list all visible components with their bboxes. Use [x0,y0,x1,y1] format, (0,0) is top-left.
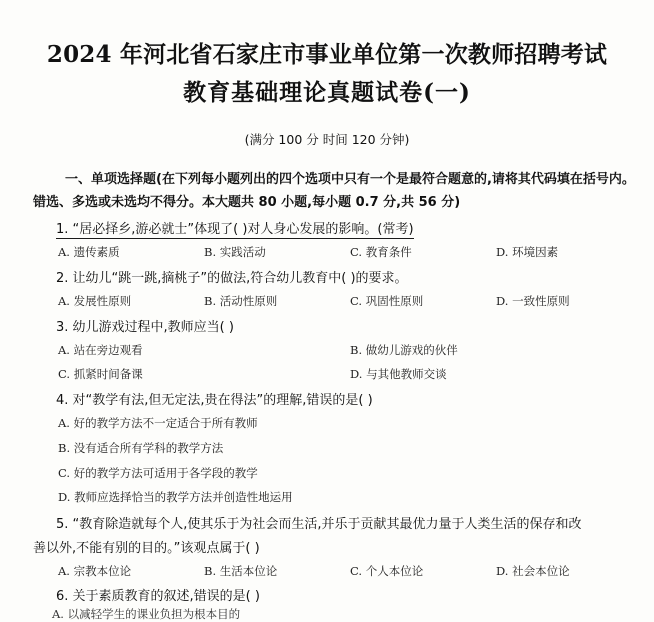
question-1-option-c: C. 教育条件 [350,245,412,259]
question-1-option-d: D. 环境因素 [496,245,559,259]
section-heading: 一、单项选择题(在下列每小题列出的四个选项中只有一个是最符合题意的,请将其代码填在括号内。错选、多选或未选均不得分。本大题共 80 小题,每小题 0.7 分,共 56 分) [33,172,635,210]
question-1-text: 1. “居必择乡,游必就士”体现了( )对人身心发展的影响。(常考) [56,222,414,237]
question-5-stem-line-1: 5. “教育除造就每个人,使其乐于为社会而生活,并乐于贡献其最优力量于人类生活的保存和改 [56,517,582,532]
question-4-option-a: A. 好的教学方法不一定适合于所有教师 [58,416,258,430]
question-3-option-d: D. 与其他教师交谈 [350,367,447,381]
question-2-option-a: A. 发展性原则 [58,294,132,308]
question-2-stem: 2. 让幼儿“跳一跳,摘桃子”的做法,符合幼儿教育中( )的要求。 [56,271,408,286]
question-6-option-a-partial: A. 以减轻学生的课业负担为根本目的 [52,607,241,621]
question-1-stem [56,218,414,237]
exam-title-line-1: 2024 年河北省石家庄市事业单位第一次教师招聘考试 [46,41,608,68]
question-3-option-c: C. 抓紧时间备课 [58,367,143,381]
question-6-stem: 6. 关于素质教育的叙述,错误的是( ) [56,589,260,604]
question-2-option-c: C. 巩固性原则 [350,294,424,308]
question-2-option-b: B. 活动性原则 [204,294,278,308]
question-3-option-a: A. 站在旁边观看 [58,343,143,357]
question-4-stem: 4. 对“教学有法,但无定法,贵在得法”的理解,错误的是( ) [56,393,373,408]
question-2-option-d: D. 一致性原则 [496,294,570,308]
question-5-stem-line-2: 善以外,不能有别的目的。”该观点属于( ) [33,541,260,556]
question-5-option-b: B. 生活本位论 [204,564,278,578]
exam-info: (满分 100 分 时间 120 分钟) [244,132,410,147]
question-5-option-c: C. 个人本位论 [350,564,424,578]
question-1-option-a: A. 遗传素质 [58,245,120,259]
question-1-option-b: B. 实践活动 [204,245,266,259]
question-5-option-d: D. 社会本位论 [496,564,570,578]
question-5-option-a: A. 宗教本位论 [58,564,132,578]
exam-title-line-2: 教育基础理论真题试卷(一) [183,79,471,106]
question-4-option-c: C. 好的教学方法可适用于各学段的教学 [58,466,258,480]
question-4-option-d: D. 教师应选择恰当的教学方法并创造性地运用 [58,490,293,504]
question-3-option-b: B. 做幼儿游戏的伙伴 [350,343,458,357]
question-3-stem: 3. 幼儿游戏过程中,教师应当( ) [56,320,234,335]
question-4-option-b: B. 没有适合所有学科的教学方法 [58,441,224,455]
